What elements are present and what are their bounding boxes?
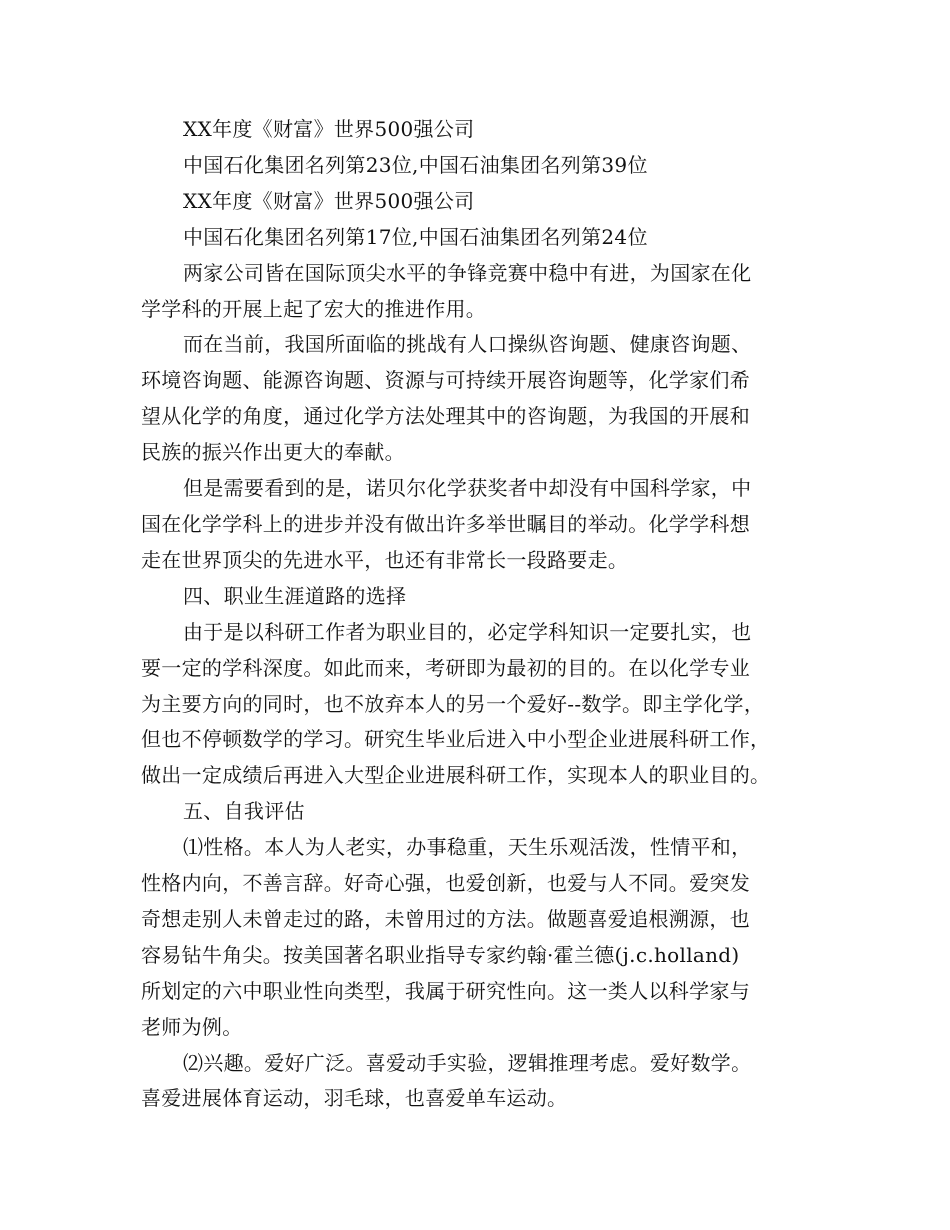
text-line: 两家公司皆在国际顶尖水平的争锋竞赛中稳中有进，为国家在化 xyxy=(183,260,752,285)
document-body xyxy=(141,112,840,1117)
text-line: 而在当前，我国所面临的挑战有人口操纵咨询题、健康咨询题、 xyxy=(183,332,752,357)
section-heading: 四、职业生涯道路的选择 xyxy=(183,583,407,608)
text-line: 性格内向，不善言辞。好奇心强，也爱创新，也爱与人不同。爱突发 xyxy=(141,871,750,896)
text-line: 奇想走别人未曾走过的路，未曾用过的方法。做题喜爱追根溯源，也 xyxy=(141,906,750,931)
text-line: 民族的振兴作出更大的奉献。 xyxy=(141,440,405,465)
text-line: 学学科的开展上起了宏大的推进作用。 xyxy=(141,296,487,321)
text-line: 国在化学学科上的进步并没有做出许多举世瞩目的举动。化学学科想 xyxy=(141,511,750,536)
text-line: ⑴性格。本人为人老实，办事稳重，天生乐观活泼，性情平和， xyxy=(183,835,752,860)
text-line: 为主要方向的同时，也不放弃本人的另一个爱好--数学。即主学化学， xyxy=(141,691,765,716)
text-line: 中国石化集团名列第17位,中国石油集团名列第24位 xyxy=(183,224,648,249)
text-line: 做出一定成绩后再进入大型企业进展科研工作，实现本人的职业目的。 xyxy=(141,763,771,788)
text-line: 老师为例。 xyxy=(141,1014,243,1039)
section-heading: 五、自我评估 xyxy=(183,799,305,824)
text-line: 所划定的六中职业性向类型，我属于研究性向。这一类人以科学家与 xyxy=(141,978,750,1003)
text-line: 但是需要看到的是，诺贝尔化学获奖者中却没有中国科学家，中 xyxy=(183,476,752,501)
text-line: 但也不停顿数学的学习。研究生毕业后进入中小型企业进展科研工作， xyxy=(141,727,771,752)
text-line: 容易钻牛角尖。按美国著名职业指导专家约翰·霍兰德(j.c.holland) xyxy=(141,942,740,967)
text-line: 中国石化集团名列第23位,中国石油集团名列第39位 xyxy=(183,152,648,177)
text-line: 环境咨询题、能源咨询题、资源与可持续开展咨询题等，化学家们希 xyxy=(141,368,750,393)
text-line: 要一定的学科深度。如此而来，考研即为最初的目的。在以化学专业 xyxy=(141,655,750,680)
text-line: 望从化学的角度，通过化学方法处理其中的咨询题，为我国的开展和 xyxy=(141,404,750,429)
text-line: 由于是以科研工作者为职业目的，必定学科知识一定要扎实，也 xyxy=(183,619,752,644)
text-line: 走在世界顶尖的先进水平，也还有非常长一段路要走。 xyxy=(141,547,629,572)
text-line: ⑵兴趣。爱好广泛。喜爱动手实验，逻辑推理考虑。爱好数学。 xyxy=(183,1050,752,1075)
text-line: XX年度《财富》世界500强公司 xyxy=(183,188,475,213)
text-line: 喜爱进展体育运动，羽毛球，也喜爱单车运动。 xyxy=(141,1086,568,1111)
text-line: XX年度《财富》世界500强公司 xyxy=(183,117,475,141)
